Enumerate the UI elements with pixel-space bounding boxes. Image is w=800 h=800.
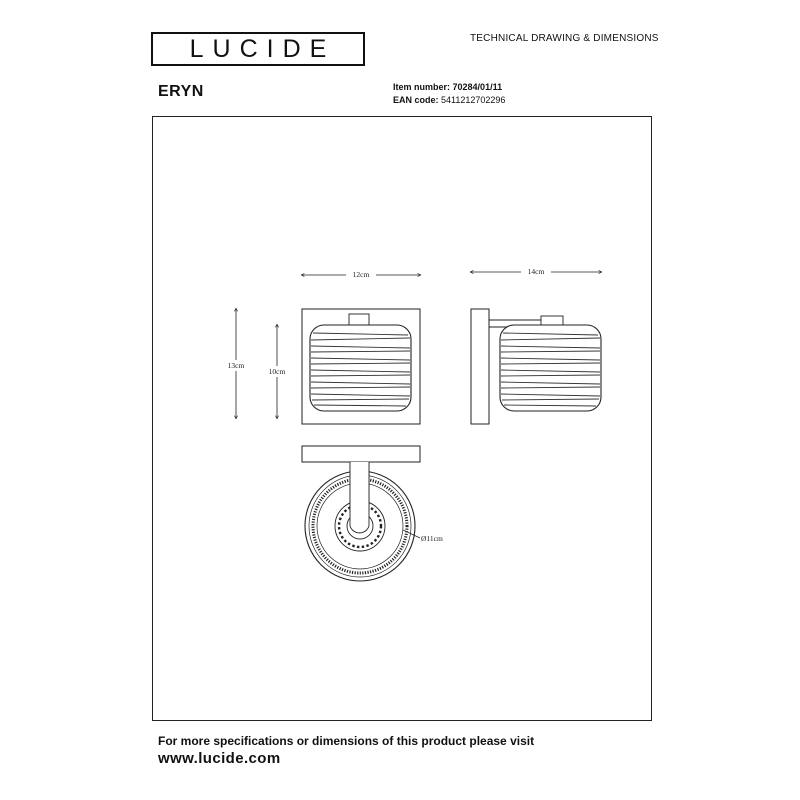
side-backplate	[471, 309, 489, 424]
product-name: ERYN	[158, 83, 204, 100]
total-height-label: 13cm	[227, 361, 245, 370]
footer-website-link[interactable]: www.lucide.com	[158, 750, 281, 767]
top-backplate	[302, 446, 420, 462]
side-view	[471, 266, 601, 424]
front-view	[223, 269, 420, 424]
document-title: TECHNICAL DRAWING & DIMENSIONS	[470, 33, 659, 44]
shade-height-label: 10cm	[268, 367, 286, 376]
top-view	[302, 446, 443, 581]
brand-logo: LUCIDE	[189, 35, 336, 63]
ean-code-value: 5411212702296	[441, 95, 506, 105]
item-number-label: Item number:	[393, 82, 451, 92]
item-number-value: 70284/01/11	[452, 82, 503, 92]
front-width-label: 12cm	[352, 270, 370, 279]
front-neck	[349, 314, 369, 326]
ean-code-label: EAN code:	[393, 95, 439, 105]
footer-info-text: For more specifications or dimensions of this product please visit	[158, 734, 535, 748]
shade-diameter-label: Ø11cm	[421, 534, 443, 543]
side-depth-label: 14cm	[527, 267, 545, 276]
